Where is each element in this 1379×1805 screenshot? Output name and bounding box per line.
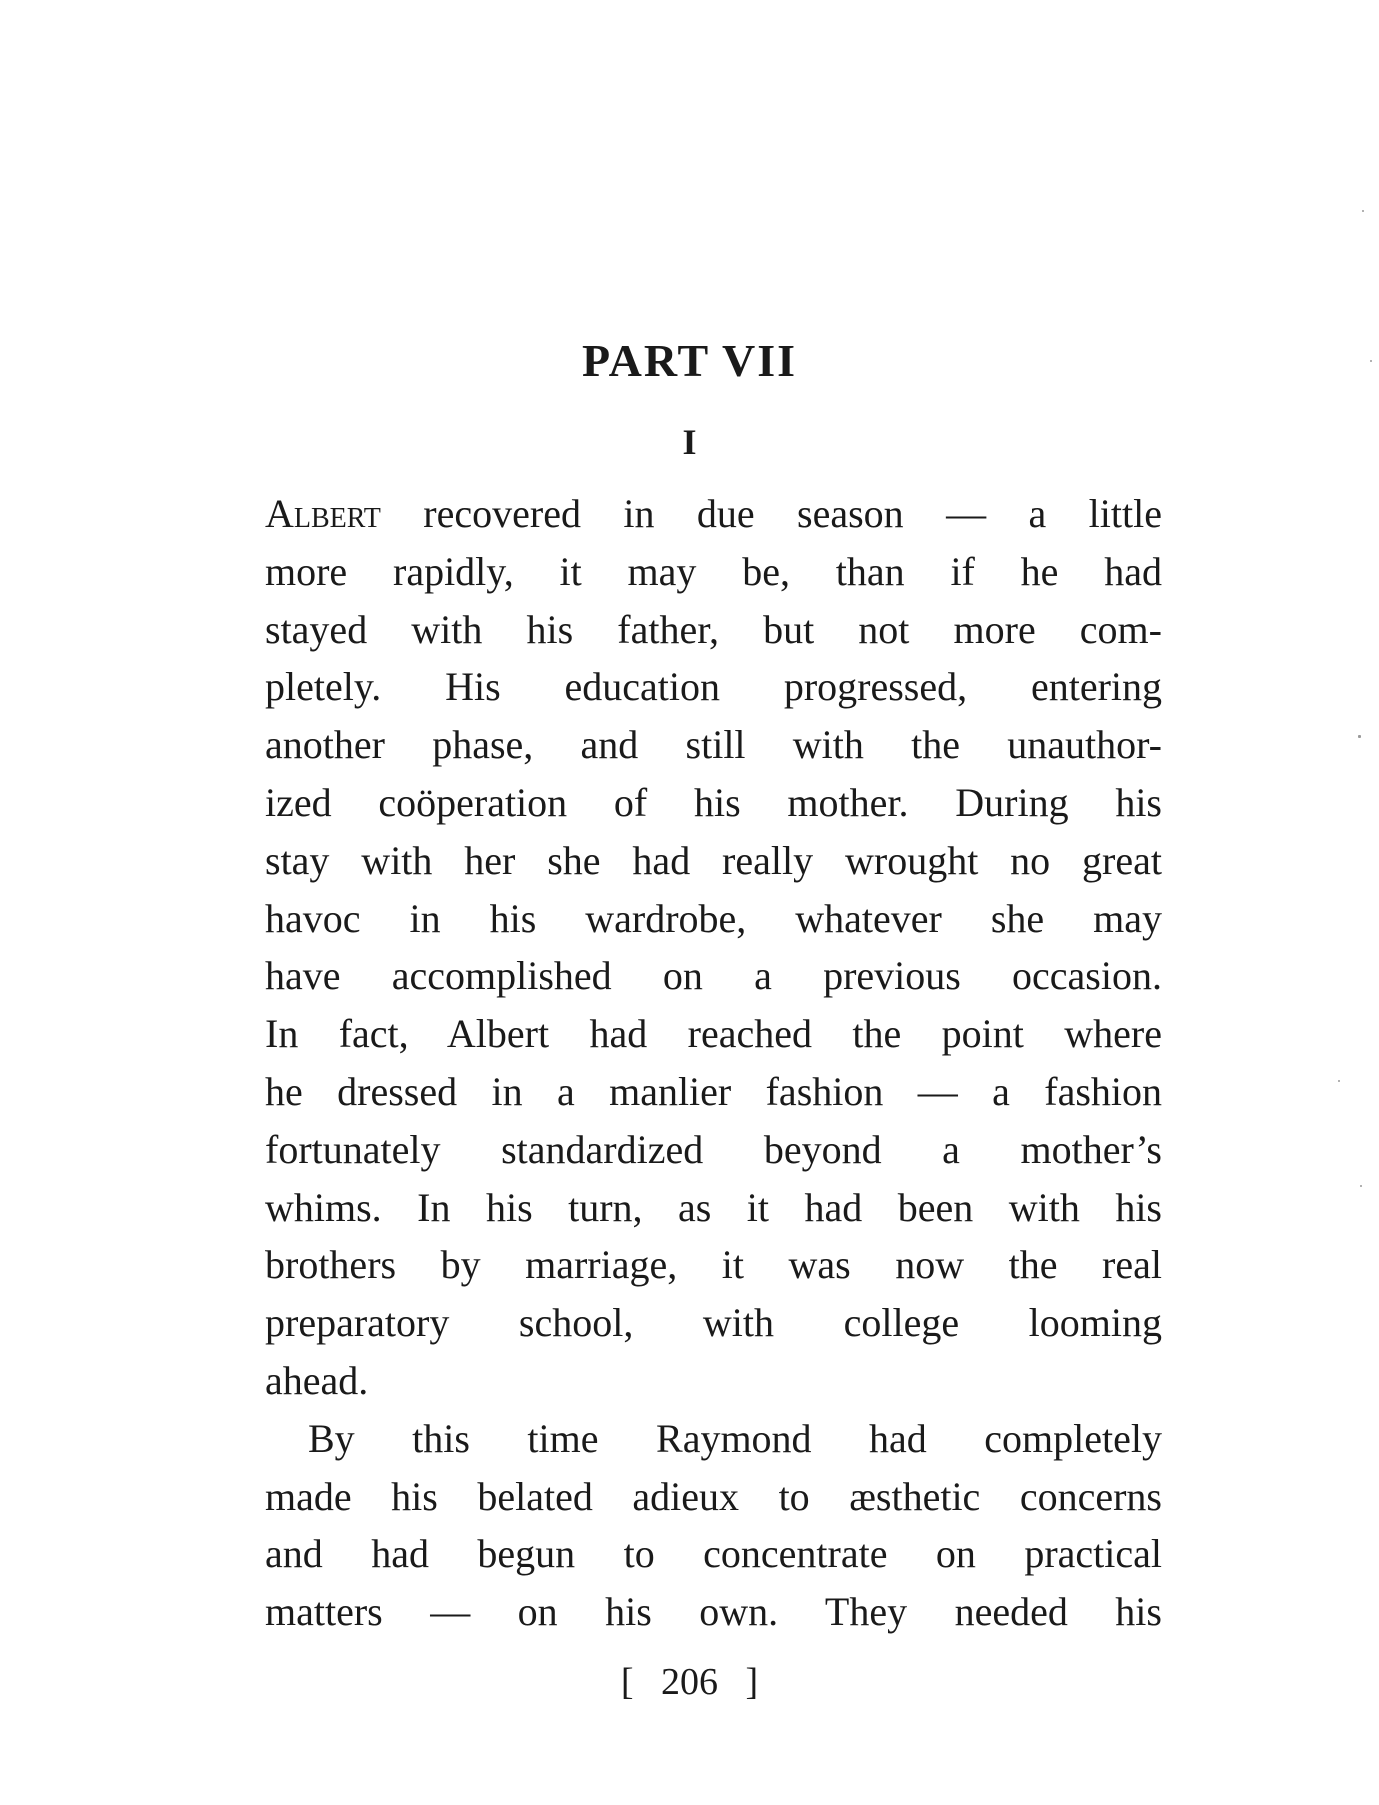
text-line: pletely. His education progressed, entering: [265, 664, 1162, 710]
text-line: brothers by marriage, it was now the real: [265, 1242, 1162, 1288]
text-line: have accomplished on a previous occasion.: [265, 953, 1162, 999]
section-numeral: I: [682, 422, 697, 462]
text-line: ahead.: [265, 1357, 369, 1403]
scan-speck: [1338, 1080, 1340, 1082]
text-line: made his belated adieux to æsthetic concerns: [265, 1473, 1162, 1519]
lead-word: Albert: [265, 491, 381, 536]
scan-speck: [1370, 360, 1372, 362]
text-line: another phase, and still with the unauthor-: [265, 722, 1162, 768]
text-line: By this time Raymond had completely: [308, 1415, 1162, 1461]
body-text: [265, 485, 1162, 1641]
text-line: havoc in his wardrobe, whatever she may: [265, 895, 1162, 941]
text-line: matters — on his own. They needed his: [265, 1589, 1162, 1635]
scan-speck: [1362, 210, 1364, 212]
part-heading: PART VII: [581, 335, 798, 386]
paragraph-1: [265, 485, 1162, 1410]
text-line: stayed with his father, but not more com-: [265, 606, 1162, 652]
page-number: [ 206 ]: [620, 1661, 759, 1703]
text-line: and had begun to concentrate on practical: [265, 1531, 1162, 1577]
text-line: he dressed in a manlier fashion — a fashion: [265, 1068, 1162, 1114]
text-line: stay with her she had really wrought no great: [265, 837, 1162, 883]
text-line: In fact, Albert had reached the point where: [265, 1011, 1162, 1057]
paragraph-2: [265, 1410, 1162, 1641]
scan-speck: [1360, 1185, 1362, 1187]
text-line: Albert recovered in due season — a little: [265, 491, 1162, 536]
text-line: preparatory school, with college looming: [265, 1300, 1162, 1346]
scan-speck: [1358, 735, 1361, 738]
text-line: ized coöperation of his mother. During his: [265, 779, 1162, 825]
text-line: fortunately standardized beyond a mother’s: [265, 1126, 1162, 1172]
text-line: whims. In his turn, as it had been with his: [265, 1184, 1162, 1230]
text-line: more rapidly, it may be, than if he had: [265, 548, 1162, 594]
